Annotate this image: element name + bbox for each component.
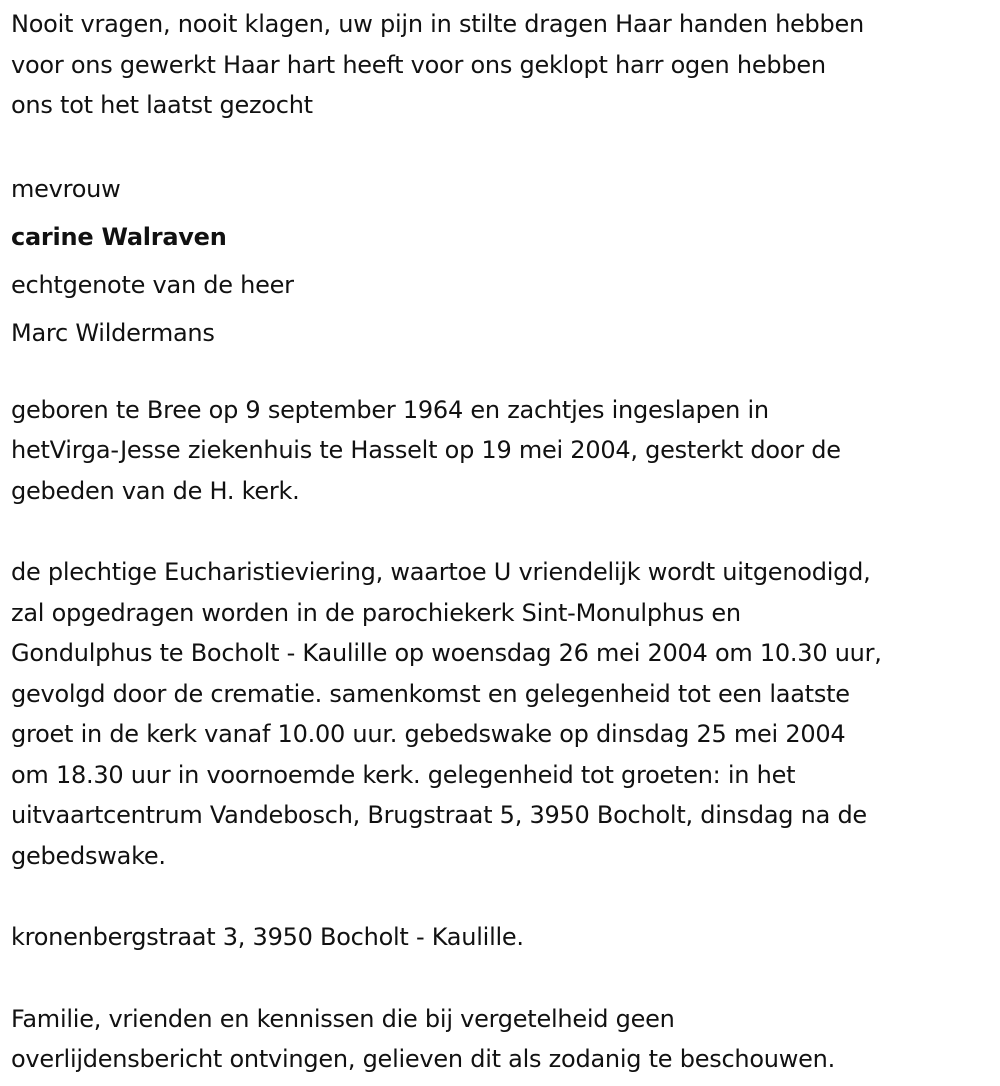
ceremony-line: Gondulphus te Bocholt - Kaulille op woensdag 26 mei 2004 om 10.30 uur,	[11, 639, 882, 667]
birth-death-line: geboren te Bree op 9 september 1964 en zachtjes ingeslapen in	[11, 395, 769, 424]
intro-verse	[11, 4, 993, 126]
closing-paragraph	[11, 999, 993, 1080]
birth-death-line: gebeden van de H. kerk.	[11, 476, 300, 505]
ceremony-line: gevolgd door de crematie. samenkomst en gelegenheid tot een laatste	[11, 679, 850, 708]
deceased-name: carine Walraven	[11, 222, 227, 251]
ceremony-line: uitvaartcentrum Vandebosch, Brugstraat 5, 3950 Bocholt, dinsdag na de	[11, 801, 867, 829]
relation-text: echtgenote van de heer	[11, 270, 294, 299]
intro-line: Nooit vragen, nooit klagen, uw pijn in stilte dragen Haar handen hebben	[11, 10, 864, 38]
birth-death-paragraph	[11, 390, 993, 512]
closing-line: overlijdensbericht ontvingen, gelieven dit als zodanig te beschouwen.	[11, 1045, 835, 1073]
ceremony-line: om 18.30 uur in voornoemde kerk. gelegenheid tot groeten: in het	[11, 760, 796, 789]
birth-death-line: hetVirga-Jesse ziekenhuis te Hasselt op 19 mei 2004, gesterkt door de	[11, 436, 841, 464]
closing-line: Familie, vrienden en kennissen die bij vergetelheid geen	[11, 1004, 675, 1033]
honorific: mevrouw	[11, 174, 121, 203]
spouse-name: Marc Wildermans	[11, 318, 215, 347]
ceremony-line: groet in de kerk vanaf 10.00 uur. gebedswake op dinsdag 25 mei 2004	[11, 720, 846, 748]
ceremony-line: zal opgedragen worden in de parochiekerk Sint-Monulphus en	[11, 598, 741, 627]
obituary-notice	[11, 4, 993, 1080]
intro-line: voor ons gewerkt Haar hart heeft voor ons geklopt harr ogen hebben	[11, 50, 826, 79]
intro-line: ons tot het laatst gezocht	[11, 91, 313, 119]
ceremony-line: de plechtige Eucharistieviering, waartoe U vriendelijk wordt uitgenodigd,	[11, 558, 871, 586]
ceremony-line: gebedswake.	[11, 841, 166, 870]
ceremony-paragraph	[11, 552, 993, 876]
home-address: kronenbergstraat 3, 3950 Bocholt - Kaulille.	[11, 923, 524, 951]
address-line	[11, 917, 993, 958]
